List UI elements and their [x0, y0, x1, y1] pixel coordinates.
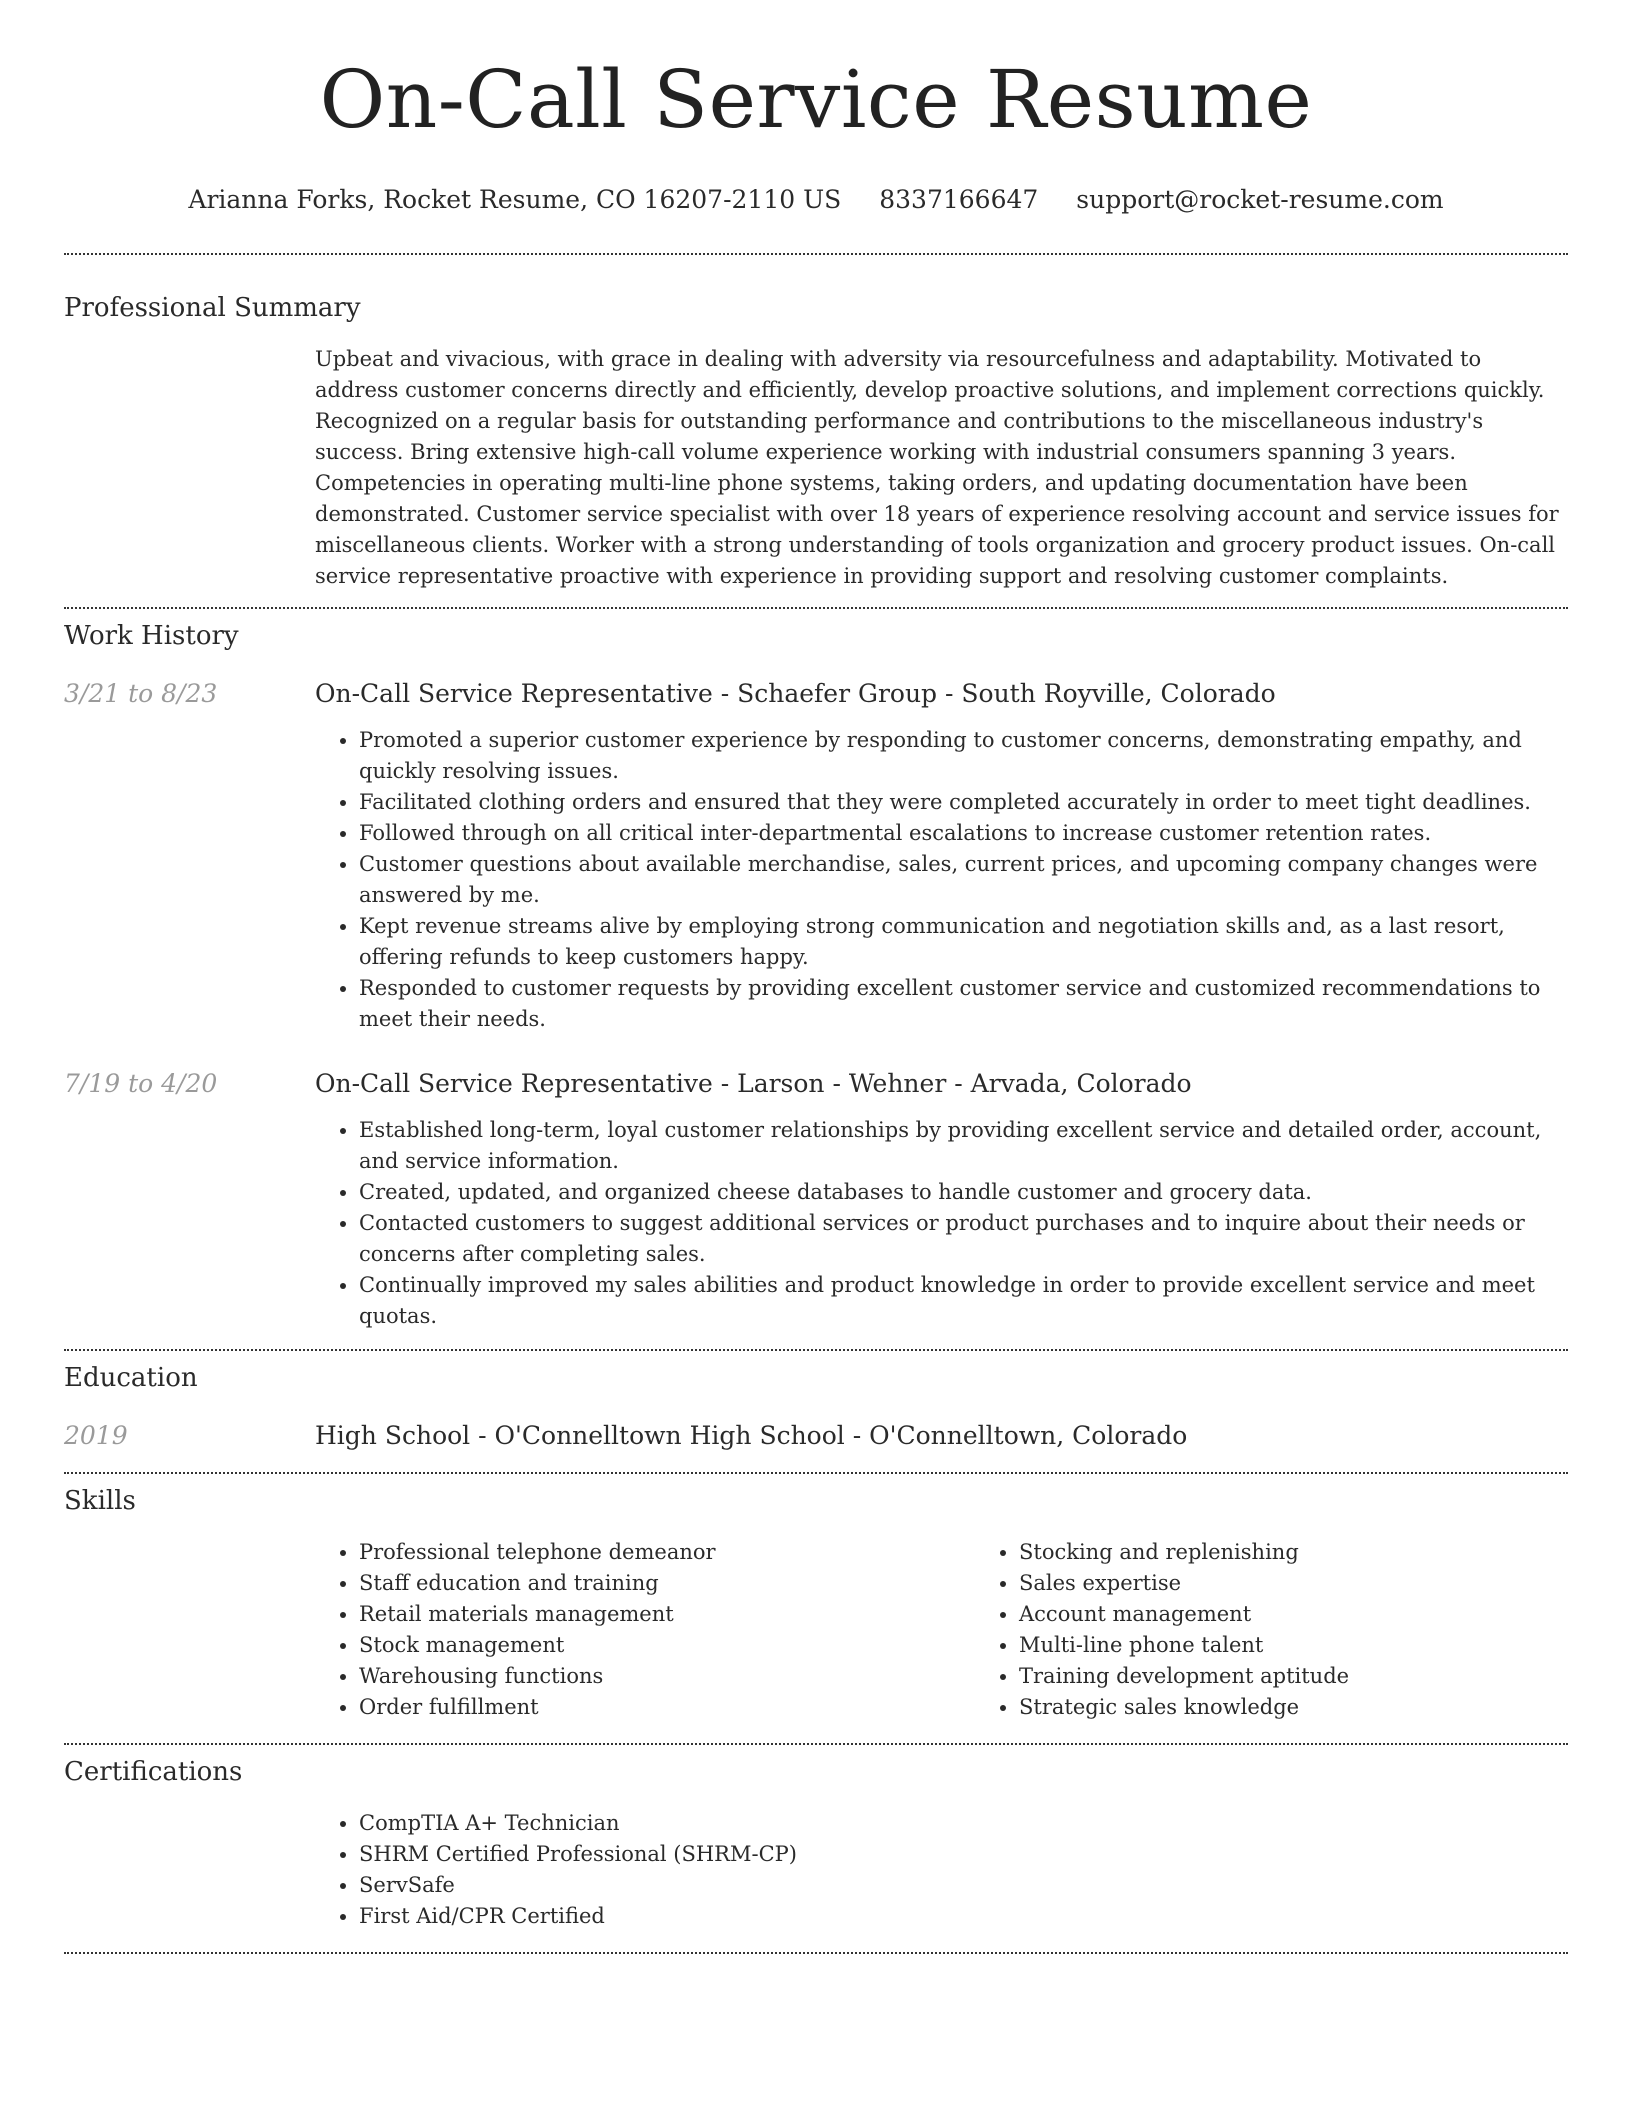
education-year: 2019: [64, 1421, 128, 1450]
section-divider: [64, 1952, 1568, 1954]
list-item: • Created, updated, and organized cheese databases to handle customer and grocery data.: [359, 1177, 1568, 1208]
professional-summary-section: [64, 255, 1568, 592]
job-dates: 7/19 to 4/20: [64, 1069, 218, 1098]
list-item: • Followed through on all critical inter-departmental escalations to increase customer retention rates.: [359, 818, 1568, 849]
contact-phone: 8337166647: [879, 185, 1039, 214]
education-section: [64, 1351, 1568, 1452]
list-item: • Multi-line phone talent: [1019, 1630, 1632, 1661]
list-item: • Facilitated clothing orders and ensured that they were completed accurately in order to meet tight deadlines.: [359, 787, 1568, 818]
job-heading: On-Call Service Representative - Larson - Wehner - Arvada, Colorado: [315, 1069, 1192, 1098]
list-item: • CompTIA A+ Technician: [359, 1808, 1568, 1839]
list-item: • First Aid/CPR Certified: [359, 1901, 1568, 1932]
list-item: • Account management: [1019, 1599, 1632, 1630]
job-heading: On-Call Service Representative - Schaefer Group - South Royville, Colorado: [315, 679, 1276, 708]
list-item: • Stocking and replenishing: [1019, 1537, 1632, 1568]
section-title-skills: Skills: [64, 1486, 136, 1516]
list-item: • Order fulfillment: [359, 1692, 975, 1723]
resume-title: On-Call Service Resume: [319, 53, 1313, 146]
list-item: • Stock management: [359, 1630, 975, 1661]
resume-header: [64, 0, 1568, 216]
contact-address: Arianna Forks, Rocket Resume, CO 16207-2110 US: [188, 185, 842, 214]
list-item: • Responded to customer requests by providing excellent customer service and customized recommendations to meet their needs.: [359, 973, 1568, 1035]
list-item: • Training development aptitude: [1019, 1661, 1632, 1692]
skills-section: [64, 1474, 1568, 1723]
education-heading: High School - O'Connelltown High School - O'Connelltown, Colorado: [315, 1421, 1188, 1450]
job-entry: [64, 678, 1568, 1035]
certifications-list: [315, 1808, 1568, 1932]
education-entry: [64, 1420, 1568, 1452]
job-entry: [64, 1068, 1568, 1332]
section-title-education: Education: [64, 1363, 198, 1393]
list-item: • ServSafe: [359, 1870, 1568, 1901]
job-bullets: [315, 1115, 1568, 1332]
section-title-certifications: Certifications: [64, 1757, 243, 1787]
list-item: • Established long-term, loyal customer relationships by providing excellent service and detailed order, account, and service information.: [359, 1115, 1568, 1177]
skills-list-right: [975, 1537, 1632, 1723]
list-item: • Promoted a superior customer experience by responding to customer concerns, demonstrating empathy, and quickly resolving issues.: [359, 725, 1568, 787]
certifications-section: [64, 1745, 1568, 1932]
list-item: • Customer questions about available merchandise, sales, current prices, and upcoming company changes were answered by me.: [359, 849, 1568, 911]
job-dates: 3/21 to 8/23: [64, 679, 218, 708]
contact-line: [64, 184, 1568, 216]
list-item: • Staff education and training: [359, 1568, 975, 1599]
job-bullets: [315, 725, 1568, 1035]
skills-grid: [315, 1537, 1632, 1723]
list-item: • Strategic sales knowledge: [1019, 1692, 1632, 1723]
summary-text: Upbeat and vivacious, with grace in dealing with adversity via resourcefulness and adaptability. Motivated to address customer concerns directly and efficiently, develop proactive solutions, and implement corrections quickly. Recognized on a regular basis for outstanding performance and contributions to the miscellaneous industry's success. Bring extensive high-call volume experience working with industrial consumers spanning 3 years. Competencies in operating multi-line phone systems, taking orders, and updating documentation have been demonstrated. Customer service specialist with over 18 years of experience resolving account and service issues for miscellaneous clients. Worker with a strong understanding of tools organization and grocery product issues. On-call service representative proactive with experience in providing support and resolving customer complaints.: [315, 347, 1559, 588]
list-item: • Retail materials management: [359, 1599, 975, 1630]
list-item: • SHRM Certified Professional (SHRM-CP): [359, 1839, 1568, 1870]
list-item: • Professional telephone demeanor: [359, 1537, 975, 1568]
section-title-work-history: Work History: [64, 621, 239, 651]
section-title-summary: Professional Summary: [64, 293, 361, 323]
skills-list-left: [315, 1537, 975, 1723]
list-item: • Contacted customers to suggest additional services or product purchases and to inquire about their needs or concerns after completing sales.: [359, 1208, 1568, 1270]
list-item: • Sales expertise: [1019, 1568, 1632, 1599]
contact-email: support@rocket-resume.com: [1076, 185, 1444, 214]
list-item: • Warehousing functions: [359, 1661, 975, 1692]
list-item: • Continually improved my sales abilities and product knowledge in order to provide excellent service and meet quotas.: [359, 1270, 1568, 1332]
list-item: • Kept revenue streams alive by employing strong communication and negotiation skills and, as a last resort, offering refunds to keep customers happy.: [359, 911, 1568, 973]
work-history-section: [64, 609, 1568, 1332]
